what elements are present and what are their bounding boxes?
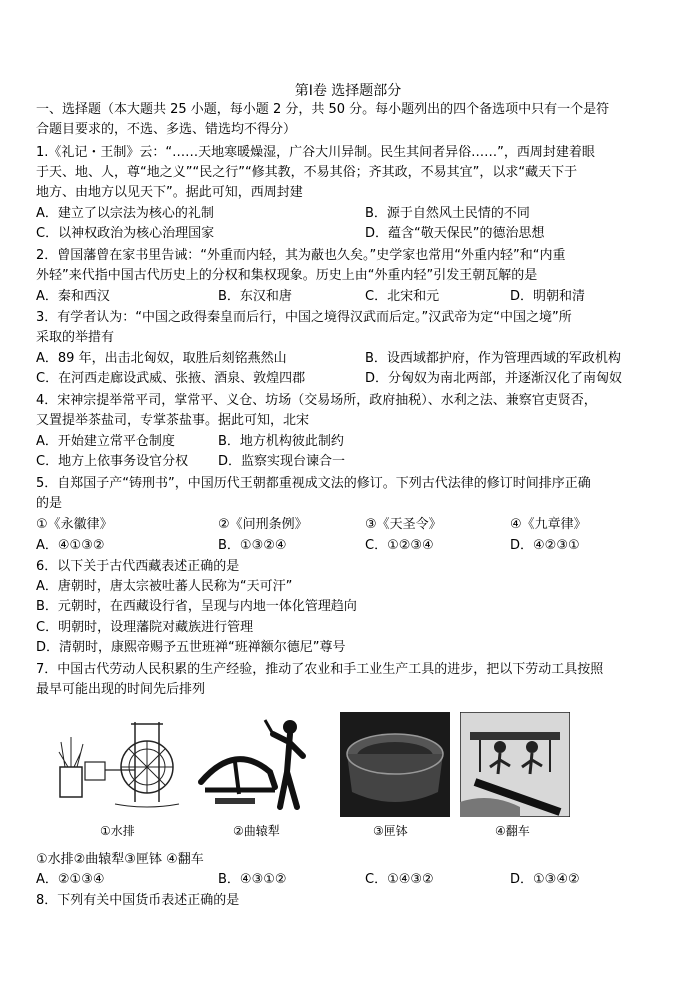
question-stem: 地方、由地方以见天下”。据此可知，西周封建 [36,185,303,200]
image-caption: ①水排 [100,824,135,838]
items-line: ①水排②曲辕犁③匣钵 ④翻车 [36,852,204,867]
option-c[interactable]: C．①②③④ [365,538,434,553]
option-b[interactable]: B．地方机构彼此制约 [218,434,344,449]
option-a[interactable]: A．②①③④ [36,872,105,887]
option-b[interactable]: B．东汉和唐 [218,289,292,304]
section-title: 第Ⅰ卷 选择题部分 [294,83,402,99]
question-stem: 6．以下关于古代西藏表述正确的是 [36,559,240,574]
question-stem: 于天、地、人，尊“地之义”“民之行”“修其教，不易其俗；齐其政，不易其宜”，以求“藏天下于 [36,165,578,180]
law-item: ②《问刑条例》 [218,517,308,532]
question-stem: 7．中国古代劳动人民积累的生产经验，推动了农业和手工业生产工具的进步，把以下劳动工具按照 [36,662,604,677]
option-d[interactable]: D．分匈奴为南北两部，并逐渐汉化了南匈奴 [365,371,623,386]
option-a[interactable]: A．开始建立常平仓制度 [36,434,175,449]
question-stem: 的是 [36,496,63,511]
tools-illustrations [55,712,575,842]
option-d[interactable]: D．明朝和清 [510,289,586,304]
instructions-line: 一、选择题（本大题共 25 小题，每小题 2 分，共 50 分。每小题列出的四个备选项中只有一个是符 [36,102,610,117]
question-stem: 最早可能出现的时间先后排列 [36,682,206,697]
saggar-image [340,712,450,817]
option-a[interactable]: A．秦和西汉 [36,289,110,304]
option-d[interactable]: D．清朝时，康熙帝赐予五世班禅“班禅额尔德尼”尊号 [36,640,346,655]
option-a[interactable]: A．建立了以宗法为核心的礼制 [36,206,214,221]
question-stem: 5．自郑国子产“铸刑书”，中国历代王朝都重视成文法的修订。下列古代法律的修订时间排序正确 [36,476,591,491]
law-item: ④《九章律》 [510,517,587,532]
option-a[interactable]: A．89 年，出击北匈奴，取胜后刻铭燕然山 [36,351,287,366]
option-b[interactable]: B．①③②④ [218,538,287,553]
option-d[interactable]: D．蕴含“敬天保民”的德治思想 [365,226,545,241]
option-c[interactable]: C．以神权政治为核心治理国家 [36,226,215,241]
question-stem: 2．曾国藩曾在家书里告诫：“外重而内轻，其为蔽也久矣。”史学家也常用“外重内轻”和“内重 [36,248,566,263]
question-stem: 1.《礼记・王制》云：“……天地寒暖燥湿，广谷大川异制。民生其间者异俗……”，西周封建着眼 [36,145,595,160]
question-stem: 4．宋神宗提举常平司，掌常平、义仓、坊场（交易场所，政府抽税）、水利之法、兼察官吏贤否， [36,393,597,408]
option-c[interactable]: C．明朝时，设理藩院对藏族进行管理 [36,620,254,635]
instructions-line: 合题目要求的，不选、多选、错选均不得分） [36,122,297,137]
question-stem: 8．下列有关中国货币表述正确的是 [36,893,240,908]
square-pallet-chain-pump-image [460,712,570,817]
option-c[interactable]: C．北宋和元 [365,289,440,304]
option-a[interactable]: A．唐朝时，唐太宗被吐蕃人民称为“天可汗” [36,579,293,594]
option-d[interactable]: D．④②③① [510,538,580,553]
question-stem: 外轻”来代指中国古代历史上的分权和集权现象。历史上由“外重内轻”引发王朝瓦解的是 [36,268,538,283]
option-b[interactable]: B．设西域都护府，作为管理西域的军政机构 [365,351,621,366]
law-item: ①《永徽律》 [36,517,113,532]
option-d[interactable]: D．监察实现台谏合一 [218,454,346,469]
option-d[interactable]: D．①③④② [510,872,580,887]
option-b[interactable]: B．④③①② [218,872,287,887]
option-b[interactable]: B．源于自然风土民情的不同 [365,206,530,221]
option-b[interactable]: B．元朝时，在西藏设行省，呈现与内地一体化管理趋向 [36,599,357,614]
question-stem: 又置提举茶盐司，专掌茶盐事。据此可知，北宋 [36,413,310,428]
image-caption: ②曲辕犁 [233,824,280,838]
question-stem: 3．有学者认为：“中国之政得秦皇而后行，中国之境得汉武而后定。”汉武帝为定“中国之境”所 [36,310,572,325]
option-a[interactable]: A．④①③② [36,538,105,553]
image-caption: ④翻车 [495,824,530,838]
option-c[interactable]: C．在河西走廊设武威、张掖、酒泉、敦煌四郡 [36,371,306,386]
option-c[interactable]: C．地方上依事务设官分权 [36,454,189,469]
option-c[interactable]: C．①④③② [365,872,434,887]
water-bellows-image [55,712,185,817]
law-item: ③《天圣令》 [365,517,442,532]
curved-plow-image [195,712,315,817]
image-caption: ③匣钵 [373,824,408,838]
question-stem: 采取的举措有 [36,330,115,345]
